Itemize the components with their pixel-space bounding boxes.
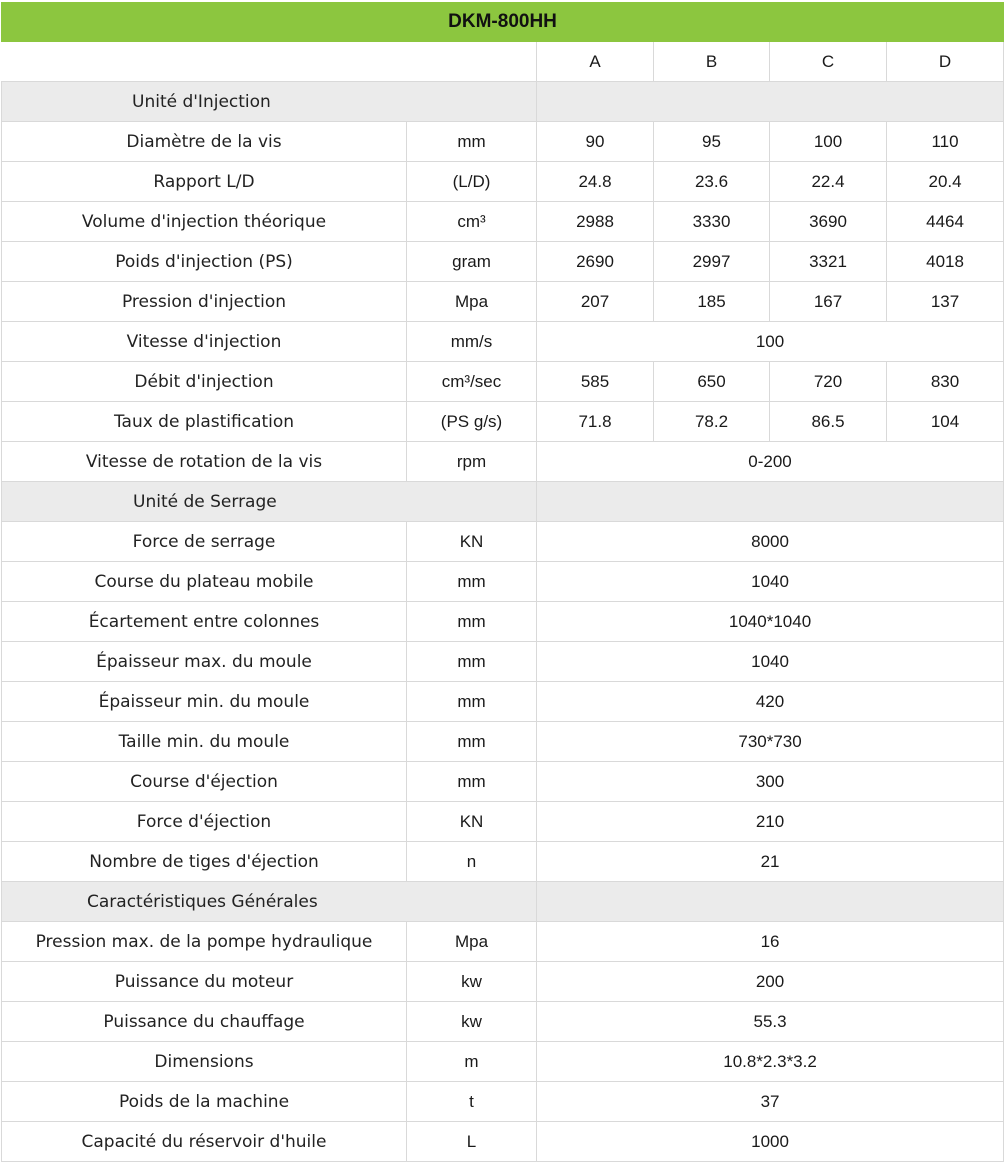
section-fill-cell <box>537 482 1004 522</box>
unit-cell: m <box>407 1042 537 1082</box>
section-header-row <box>2 482 1004 522</box>
table-row <box>2 922 1004 962</box>
value-cell-merged: 0-200 <box>537 442 1004 482</box>
column-header-row <box>2 42 1004 82</box>
unit-cell: mm <box>407 762 537 802</box>
table-row <box>2 962 1004 1002</box>
parameter-name: Course du plateau mobile <box>2 562 407 602</box>
parameter-name: Puissance du chauffage <box>2 1002 407 1042</box>
parameter-name: Nombre de tiges d'éjection <box>2 842 407 882</box>
value-cell-d: 4018 <box>887 242 1004 282</box>
value-cell-merged: 300 <box>537 762 1004 802</box>
parameter-name: Débit d'injection <box>2 362 407 402</box>
value-cell-b: 2997 <box>654 242 770 282</box>
value-cell-d: 4464 <box>887 202 1004 242</box>
value-cell-b: 95 <box>654 122 770 162</box>
section-title-text: Unité d'Injection <box>132 91 271 112</box>
parameter-name: Épaisseur max. du moule <box>2 642 407 682</box>
value-cell-merged: 210 <box>537 802 1004 842</box>
value-cell-a: 585 <box>537 362 654 402</box>
parameter-name: Poids de la machine <box>2 1082 407 1122</box>
section-title-text: Caractéristiques Générales <box>87 891 318 912</box>
value-cell-b: 3330 <box>654 202 770 242</box>
value-cell-c: 3321 <box>770 242 887 282</box>
section-title-text: Unité de Serrage <box>133 491 277 512</box>
unit-cell: mm <box>407 682 537 722</box>
column-header-a: A <box>537 42 654 82</box>
unit-cell: Mpa <box>407 922 537 962</box>
value-cell-b: 650 <box>654 362 770 402</box>
column-header-d: D <box>887 42 1004 82</box>
value-cell-a: 207 <box>537 282 654 322</box>
unit-cell: L <box>407 1122 537 1162</box>
unit-cell: kw <box>407 962 537 1002</box>
table-row <box>2 562 1004 602</box>
section-fill-cell <box>537 882 1004 922</box>
table-row <box>2 1082 1004 1122</box>
value-cell-merged: 16 <box>537 922 1004 962</box>
column-header-c: C <box>770 42 887 82</box>
title-row <box>2 3 1004 42</box>
unit-cell: cm³ <box>407 202 537 242</box>
table-row <box>2 162 1004 202</box>
value-cell-merged: 1040 <box>537 642 1004 682</box>
unit-cell: Mpa <box>407 282 537 322</box>
value-cell-merged: 1000 <box>537 1122 1004 1162</box>
value-cell-merged: 730*730 <box>537 722 1004 762</box>
table-row <box>2 642 1004 682</box>
unit-cell: (L/D) <box>407 162 537 202</box>
section-title <box>2 482 537 522</box>
unit-cell: KN <box>407 802 537 842</box>
header-blank-cell <box>2 42 537 82</box>
parameter-name: Force d'éjection <box>2 802 407 842</box>
parameter-name: Épaisseur min. du moule <box>2 682 407 722</box>
table-row <box>2 522 1004 562</box>
section-header-row <box>2 882 1004 922</box>
unit-cell: t <box>407 1082 537 1122</box>
value-cell-merged: 200 <box>537 962 1004 1002</box>
table-row <box>2 1042 1004 1082</box>
unit-cell: mm <box>407 562 537 602</box>
table-row <box>2 842 1004 882</box>
table-row <box>2 602 1004 642</box>
unit-cell: mm <box>407 722 537 762</box>
value-cell-a: 2988 <box>537 202 654 242</box>
table-row <box>2 682 1004 722</box>
table-row <box>2 402 1004 442</box>
value-cell-a: 71.8 <box>537 402 654 442</box>
table-row <box>2 122 1004 162</box>
table-row <box>2 722 1004 762</box>
value-cell-c: 86.5 <box>770 402 887 442</box>
unit-cell: (PS g/s) <box>407 402 537 442</box>
value-cell-d: 110 <box>887 122 1004 162</box>
table-row <box>2 282 1004 322</box>
value-cell-merged: 420 <box>537 682 1004 722</box>
parameter-name: Vitesse d'injection <box>2 322 407 362</box>
value-cell-b: 78.2 <box>654 402 770 442</box>
value-cell-d: 104 <box>887 402 1004 442</box>
value-cell-c: 22.4 <box>770 162 887 202</box>
unit-cell: n <box>407 842 537 882</box>
parameter-name: Poids d'injection (PS) <box>2 242 407 282</box>
value-cell-b: 23.6 <box>654 162 770 202</box>
value-cell-d: 137 <box>887 282 1004 322</box>
parameter-name: Force de serrage <box>2 522 407 562</box>
unit-cell: rpm <box>407 442 537 482</box>
value-cell-merged: 55.3 <box>537 1002 1004 1042</box>
section-fill-cell <box>537 82 1004 122</box>
parameter-name: Puissance du moteur <box>2 962 407 1002</box>
table-row <box>2 1122 1004 1162</box>
parameter-name: Capacité du réservoir d'huile <box>2 1122 407 1162</box>
value-cell-merged: 1040 <box>537 562 1004 602</box>
value-cell-a: 2690 <box>537 242 654 282</box>
parameter-name: Taux de plastification <box>2 402 407 442</box>
table-row <box>2 1002 1004 1042</box>
value-cell-merged: 1040*1040 <box>537 602 1004 642</box>
spec-table <box>1 2 1004 1162</box>
unit-cell: cm³/sec <box>407 362 537 402</box>
unit-cell: kw <box>407 1002 537 1042</box>
table-row <box>2 242 1004 282</box>
table-title: DKM-800HH <box>2 3 1004 42</box>
value-cell-d: 20.4 <box>887 162 1004 202</box>
table-row <box>2 322 1004 362</box>
value-cell-a: 90 <box>537 122 654 162</box>
value-cell-merged: 21 <box>537 842 1004 882</box>
value-cell-c: 167 <box>770 282 887 322</box>
value-cell-b: 185 <box>654 282 770 322</box>
parameter-name: Vitesse de rotation de la vis <box>2 442 407 482</box>
section-title <box>2 882 537 922</box>
parameter-name: Taille min. du moule <box>2 722 407 762</box>
value-cell-c: 3690 <box>770 202 887 242</box>
table-row <box>2 762 1004 802</box>
value-cell-d: 830 <box>887 362 1004 402</box>
table-row <box>2 442 1004 482</box>
unit-cell: mm/s <box>407 322 537 362</box>
parameter-name: Volume d'injection théorique <box>2 202 407 242</box>
value-cell-merged: 100 <box>537 322 1004 362</box>
parameter-name: Écartement entre colonnes <box>2 602 407 642</box>
table-row <box>2 362 1004 402</box>
table-row <box>2 202 1004 242</box>
parameter-name: Diamètre de la vis <box>2 122 407 162</box>
value-cell-merged: 10.8*2.3*3.2 <box>537 1042 1004 1082</box>
value-cell-merged: 37 <box>537 1082 1004 1122</box>
unit-cell: mm <box>407 642 537 682</box>
parameter-name: Course d'éjection <box>2 762 407 802</box>
spec-table-body <box>2 3 1004 1162</box>
parameter-name: Rapport L/D <box>2 162 407 202</box>
value-cell-a: 24.8 <box>537 162 654 202</box>
unit-cell: mm <box>407 122 537 162</box>
section-header-row <box>2 82 1004 122</box>
value-cell-merged: 8000 <box>537 522 1004 562</box>
section-title <box>2 82 537 122</box>
unit-cell: gram <box>407 242 537 282</box>
unit-cell: mm <box>407 602 537 642</box>
table-row <box>2 802 1004 842</box>
column-header-b: B <box>654 42 770 82</box>
parameter-name: Pression max. de la pompe hydraulique <box>2 922 407 962</box>
unit-cell: KN <box>407 522 537 562</box>
value-cell-c: 100 <box>770 122 887 162</box>
parameter-name: Pression d'injection <box>2 282 407 322</box>
parameter-name: Dimensions <box>2 1042 407 1082</box>
value-cell-c: 720 <box>770 362 887 402</box>
